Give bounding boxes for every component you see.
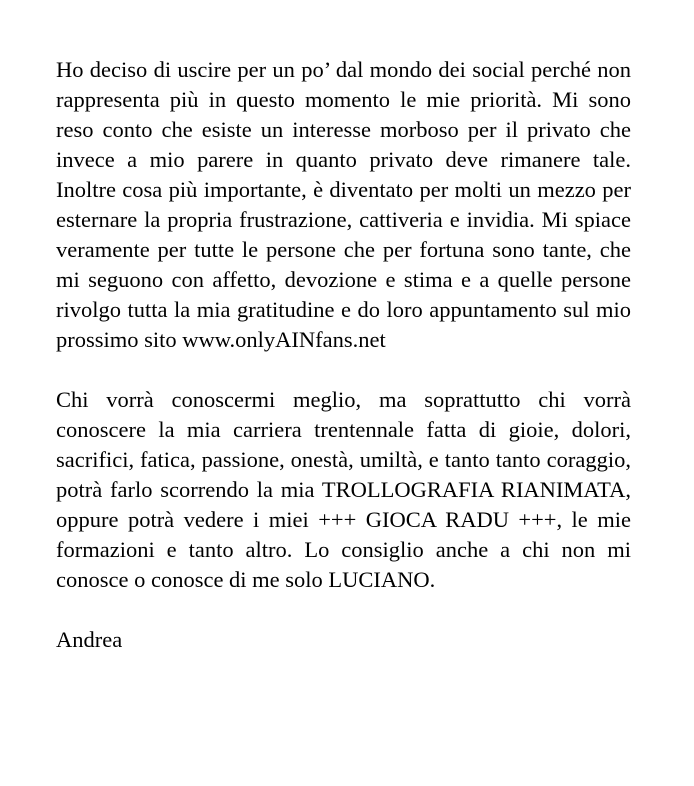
signature: Andrea xyxy=(56,627,123,652)
paragraph-career: Chi vorrà conoscermi meglio, ma soprattutto chi vorrà conoscere la mia carriera trentennale fatta di gioie, dolori, sacrifici, fatica, passione, onestà, umiltà, e tanto tanto coraggio, potrà farlo scorrendo la mia TROLLOGRAFIA RIANIMATA, oppure potrà vedere i miei +++ GIOCA RADU +++, le mie formazioni e tanto altro. Lo consiglio anche a chi non mi conosce o conosce di me solo LUCIANO. xyxy=(56,387,631,592)
paragraph-spacer xyxy=(56,355,631,385)
letter-body xyxy=(56,55,631,655)
paragraph-farewell: Ho deciso di uscire per un po’ dal mondo dei social perché non rappresenta più in questo momento le mie priorità. Mi sono reso conto che esiste un interesse morboso per il privato che invece a mio parere in quanto privato deve rimanere tale. Inoltre cosa più importante, è diventato per molti un mezzo per esternare la propria frustrazione, cattiveria e invidia. Mi spiace veramente per tutte le persone che per fortuna sono tante, che mi seguono con affetto, devozione e stima e a quelle persone rivolgo tutta la mia gratitudine e do loro appuntamento sul mio prossimo sito www.onlyAINfans.net xyxy=(56,57,631,352)
paragraph-spacer xyxy=(56,595,631,625)
